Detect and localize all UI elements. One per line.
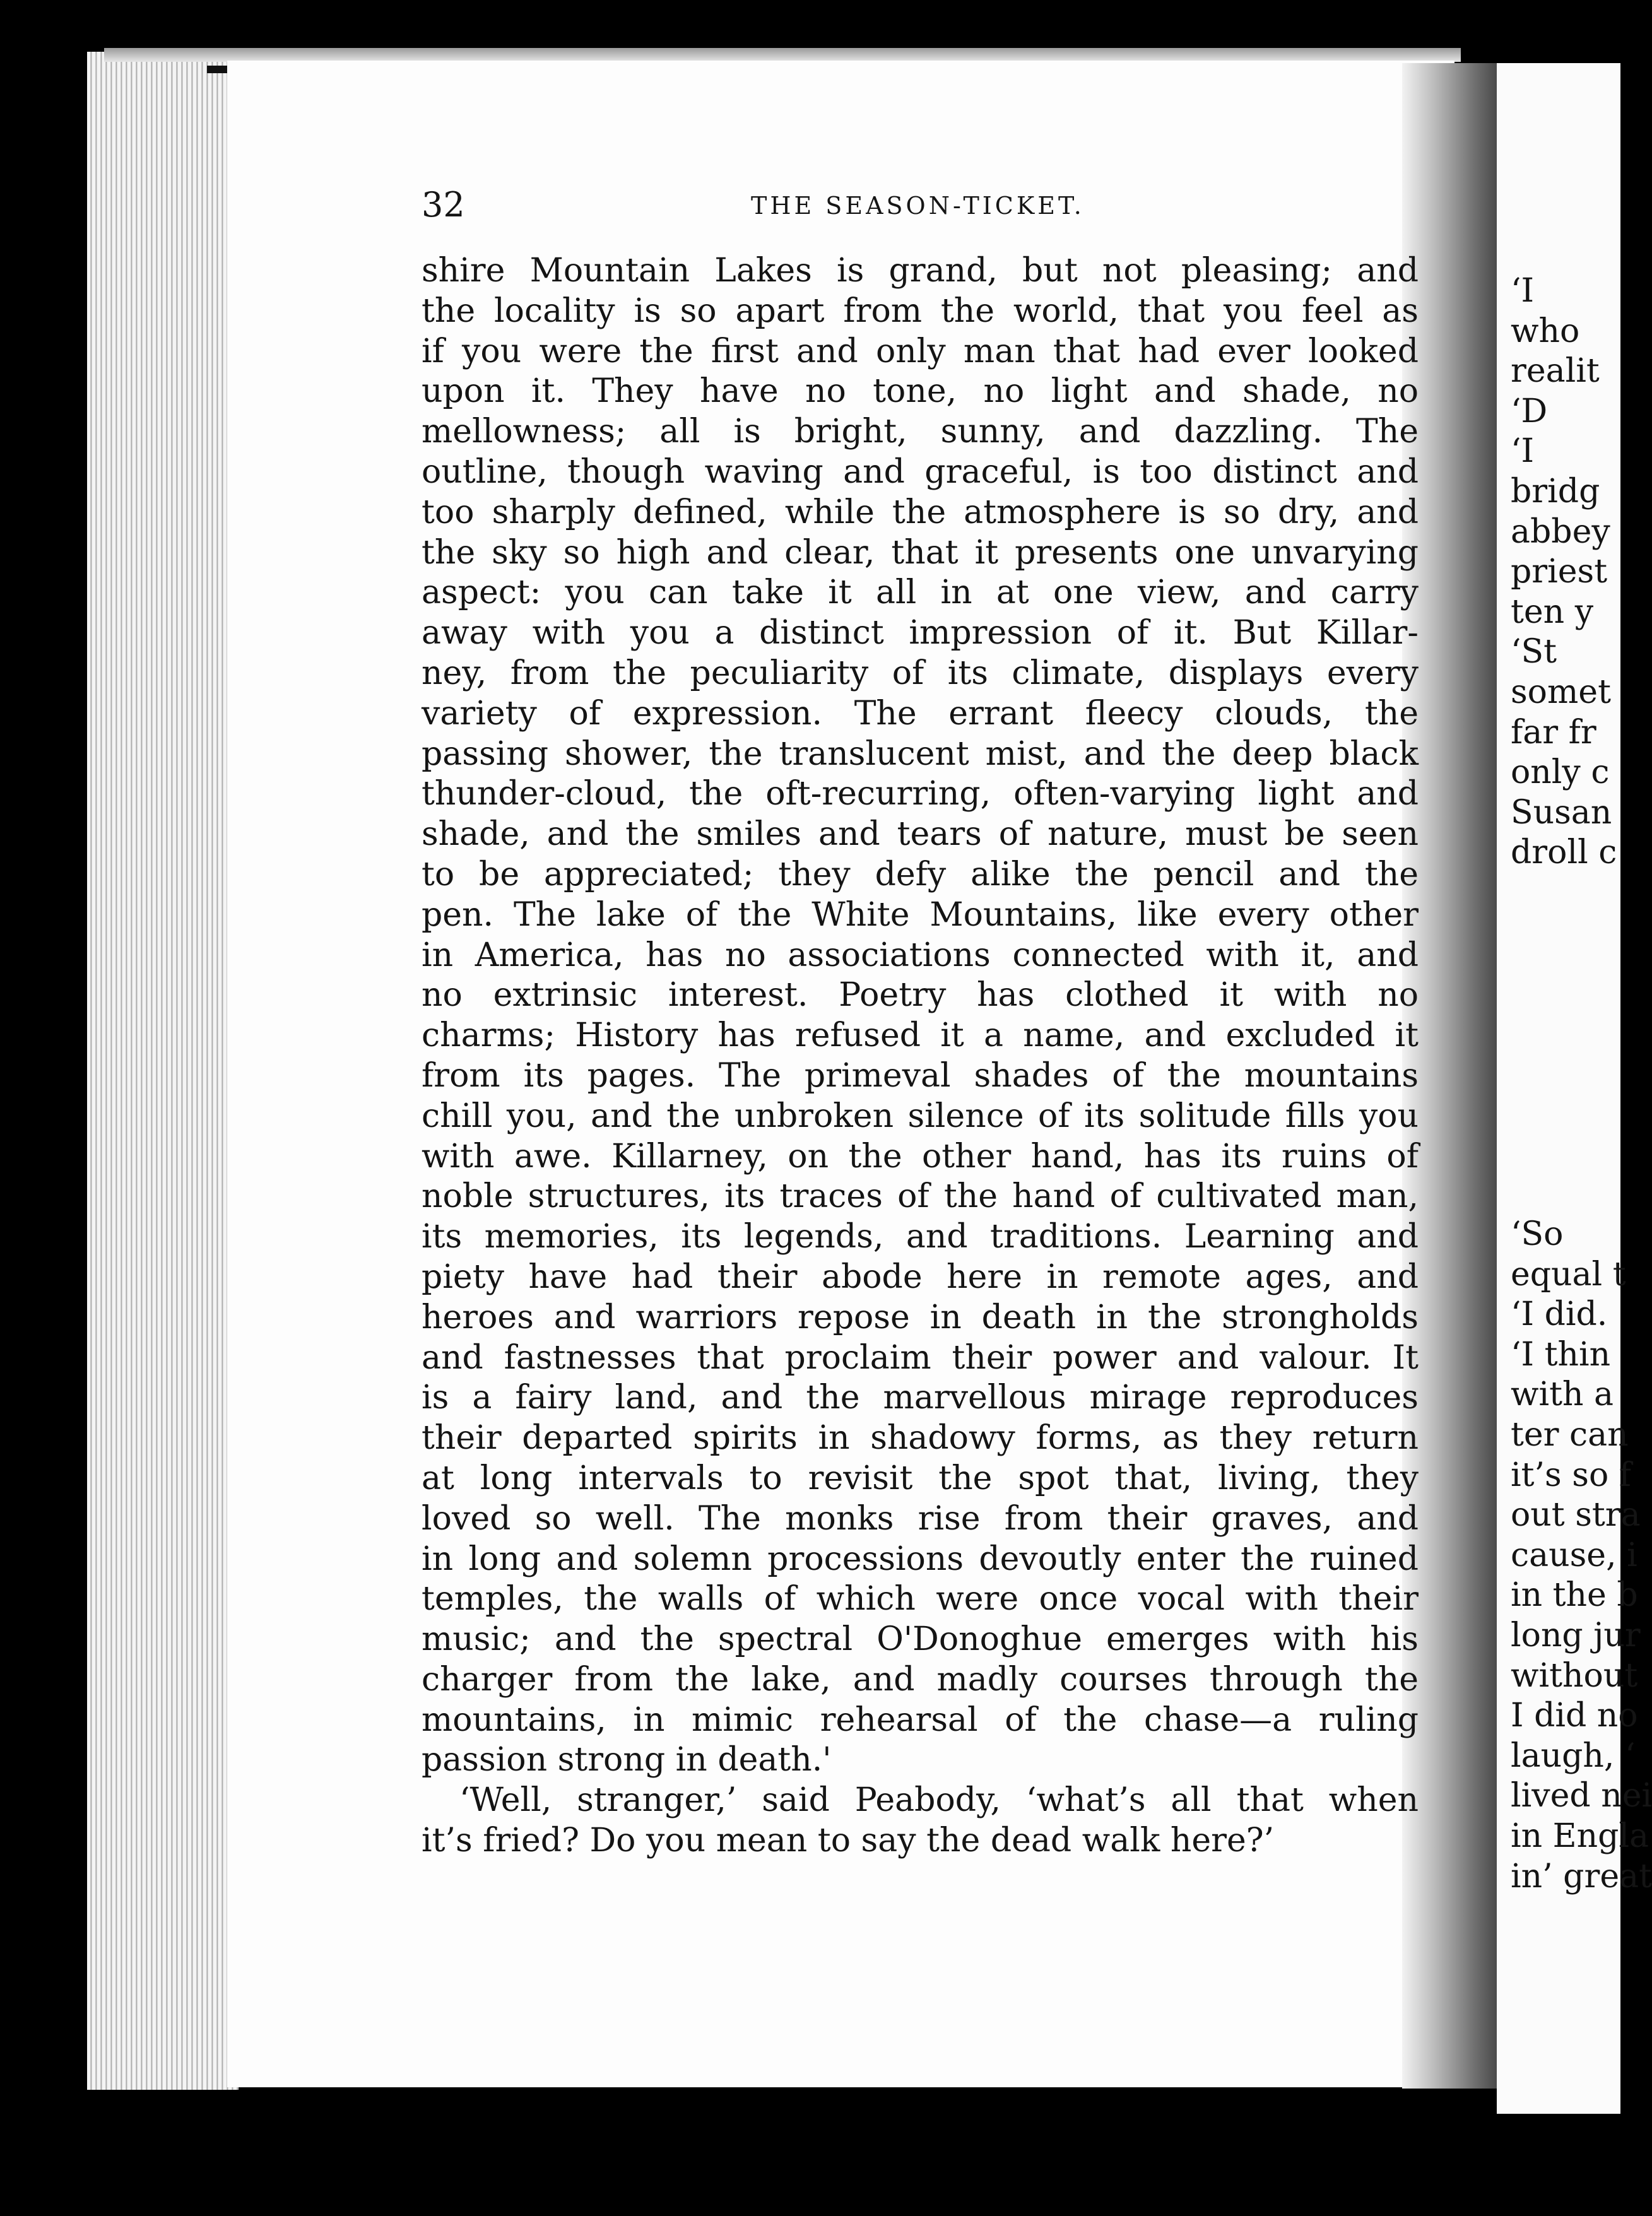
facing-line: droll c — [1511, 834, 1617, 872]
text-line: with awe. Killarney, on the other hand, has its ruins of — [422, 1137, 1419, 1176]
facing-line: equal t — [1511, 1255, 1626, 1294]
facing-line: realit — [1511, 352, 1600, 391]
facing-line: out stra — [1511, 1496, 1641, 1535]
facing-line: Susan — [1511, 793, 1612, 832]
facing-line: ‘I — [1511, 432, 1535, 471]
text-line: in America, has no associations connected with it, and — [422, 936, 1419, 974]
text-line: is a fairy land, and the marvellous mirage reproduces — [422, 1379, 1419, 1417]
text-line: shire Mountain Lakes is grand, but not pleasing; and — [422, 252, 1419, 290]
facing-line: in’ great — [1511, 1857, 1652, 1895]
text-line: passion strong in death.' — [422, 1741, 832, 1779]
text-line: pen. The lake of the White Mountains, like every other — [422, 895, 1419, 934]
text-line: piety have had their abode here in remote ages, and — [422, 1258, 1419, 1296]
facing-line: priest — [1511, 553, 1608, 591]
page-number: 32 — [422, 185, 465, 225]
text-line: no extrinsic interest. Poetry has clothed it with no — [422, 976, 1419, 1015]
facing-page-text-bottom — [1511, 1215, 1652, 1897]
text-line: aspect: you can take it all in at one view, and carry — [422, 574, 1419, 612]
text-line: heroes and warriors repose in death in the strongholds — [422, 1298, 1419, 1336]
facing-line: ten y — [1511, 592, 1594, 631]
text-line: mountains, in mimic rehearsal of the chase—a ruling — [422, 1700, 1419, 1739]
text-line: their departed spirits in shadowy forms, as they return — [422, 1419, 1419, 1458]
facing-line: with a — [1511, 1376, 1614, 1414]
text-line: from its pages. The primeval shades of the mountains — [422, 1056, 1419, 1095]
facing-line: bridg — [1511, 472, 1600, 510]
facing-line: laugh, ‘ — [1511, 1736, 1636, 1775]
text-line: its memories, its legends, and traditions. Learning and — [422, 1218, 1419, 1256]
text-line: away with you a distinct impression of it. But Killar- — [422, 614, 1419, 652]
facing-line: lived nei — [1511, 1777, 1652, 1815]
text-line: the sky so high and clear, that it presents one unvarying — [422, 533, 1419, 572]
running-head: THE SEASON-TICKET. — [751, 192, 1085, 220]
facing-line: without — [1511, 1656, 1638, 1695]
text-line: noble structures, its traces of the hand of cultivated man, — [422, 1177, 1419, 1216]
facing-line: cause, i — [1511, 1536, 1637, 1574]
facing-line: ter can — [1511, 1415, 1629, 1454]
dialogue-line: it’s fried? Do you mean to say the dead walk here?’ — [422, 1822, 1275, 1860]
facing-line: ‘I did. — [1511, 1295, 1608, 1334]
text-line: to be appreciated; they defy alike the pencil and the — [422, 855, 1419, 893]
text-line: if you were the first and only man that had ever looked — [422, 332, 1419, 370]
text-line: passing shower, the translucent mist, and the deep black — [422, 734, 1419, 773]
text-line: temples, the walls of which were once vocal with their — [422, 1580, 1419, 1618]
text-line: mellowness; all is bright, sunny, and dazzling. The — [422, 413, 1419, 451]
facing-line: ‘D — [1511, 392, 1548, 430]
facing-line: ‘St — [1511, 633, 1557, 671]
text-line: the locality is so apart from the world, that you feel as — [422, 292, 1419, 330]
page-header — [422, 183, 1406, 233]
facing-line: in the b — [1511, 1576, 1638, 1615]
text-line: shade, and the smiles and tears of nature, must be seen — [422, 815, 1419, 854]
facing-line: who — [1511, 312, 1580, 350]
text-line: thunder-cloud, the oft-recurring, often-varying light and — [422, 775, 1419, 813]
text-line: at long intervals to revisit the spot that, living, they — [422, 1459, 1419, 1497]
facing-line: ‘I thin — [1511, 1335, 1611, 1374]
text-line: music; and the spectral O'Donoghue emerges with his — [422, 1620, 1419, 1659]
text-line: outline, though waving and graceful, is too distinct and — [422, 452, 1419, 491]
body-text — [422, 251, 1419, 1861]
text-line: charms; History has refused it a name, and excluded it — [422, 1017, 1419, 1055]
text-line: upon it. They have no tone, no light and shade, no — [422, 372, 1419, 411]
text-line: chill you, and the unbroken silence of its solitude fills you — [422, 1097, 1419, 1135]
facing-line: ‘I — [1511, 272, 1535, 310]
facing-line: I did no — [1511, 1697, 1638, 1735]
text-line: in long and solemn processions devoutly enter the ruined — [422, 1540, 1419, 1578]
facing-line: ‘So — [1511, 1215, 1564, 1253]
text-line: loved so well. The monks rise from their graves, and — [422, 1499, 1419, 1538]
facing-line: somet — [1511, 673, 1611, 711]
text-line: and fastnesses that proclaim their power and valour. It — [422, 1338, 1419, 1377]
text-line: variety of expression. The errant fleecy clouds, the — [422, 694, 1419, 733]
facing-line: long jur — [1511, 1616, 1641, 1654]
text-line: charger from the lake, and madly courses through the — [422, 1660, 1419, 1699]
text-line: too sharply defined, while the atmosphere is so dry, and — [422, 493, 1419, 531]
facing-line: only c — [1511, 753, 1610, 792]
facing-line: abbey — [1511, 512, 1610, 551]
facing-line: in Engla — [1511, 1817, 1649, 1855]
dialogue-line: ‘Well, stranger,’ said Peabody, ‘what’s all that when — [459, 1781, 1419, 1820]
facing-page-text-top — [1511, 271, 1620, 873]
text-line: ney, from the peculiarity of its climate, displays every — [422, 654, 1419, 692]
top-page-edge — [104, 48, 1461, 62]
page-edges — [87, 52, 239, 2090]
facing-line: it’s so f — [1511, 1456, 1632, 1494]
facing-line: far fr — [1511, 713, 1596, 751]
